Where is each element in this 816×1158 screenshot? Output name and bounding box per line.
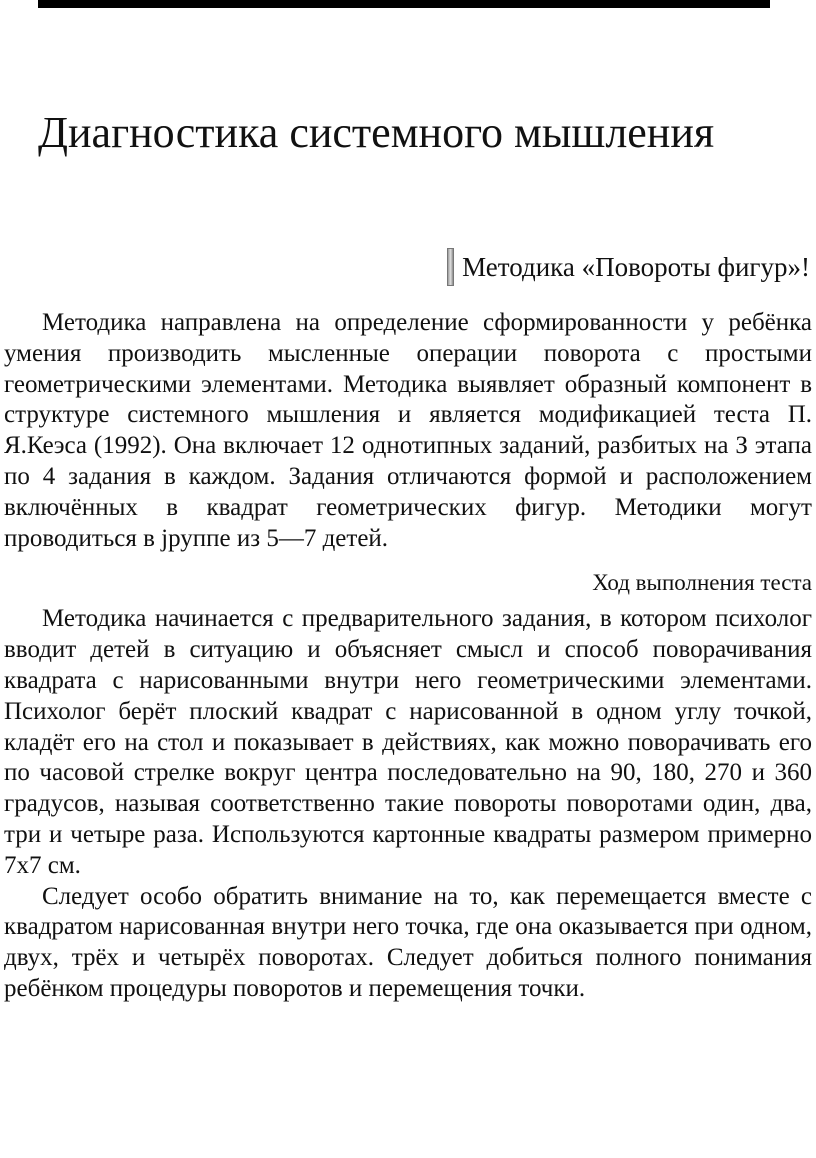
section-heading: Ход выполнения теста — [592, 570, 812, 596]
intro-paragraph: Методика направлена на определение сформированности у ребёнка умения производить мысленные операции поворота с простыми геометрическими элементами. Методика выявляет образный компонент в структуре системного мышления и является модификацией теста П. Я.Кеэса (1992). Она включает 12 однотипных заданий, разбитых на З этапа по 4 задания в каждом. Задания отличаются формой и расположением включённых в квадрат геометрических фигур. Методики могут проводиться в jруппе из 5—7 детей. — [4, 309, 812, 552]
bar-icon — [447, 248, 454, 286]
method-subtitle — [0, 248, 810, 286]
attention-paragraph: Следует особо обратить внимание на то, как перемещается вместе с квадратом нарисованная внутри него точка, где она оказывается при одном, двух, трёх и четырёх поворотах. Следует добиться полного понимания ребёнком процедуры поворотов и перемещения точки. — [4, 882, 812, 1002]
page-title: Диагностика системного мышления — [38, 108, 715, 157]
body-text — [4, 308, 812, 1005]
top-rule — [38, 0, 770, 8]
method-subtitle-text: Методика «Повороты фигур»! — [462, 252, 810, 282]
procedure-paragraph: Методика начинается с предварительного задания, в котором психолог вводит детей в ситуацию и объясняет смысл и способ поворачивания квадрата с нарисованными внутри него геометрическими элементами. Психолог берёт плоский квадрат с нарисованной в одном углу точкой, кладёт его на стол и показывает в действиях, как можно поворачивать его по часовой стрелке вокруг центра последовательно на 90, 180, 270 и 360 градусов, называя соответственно такие повороты поворотами один, два, три и четыре раза. Используются картонные квадраты размером примерно 7х7 см. — [4, 605, 812, 879]
